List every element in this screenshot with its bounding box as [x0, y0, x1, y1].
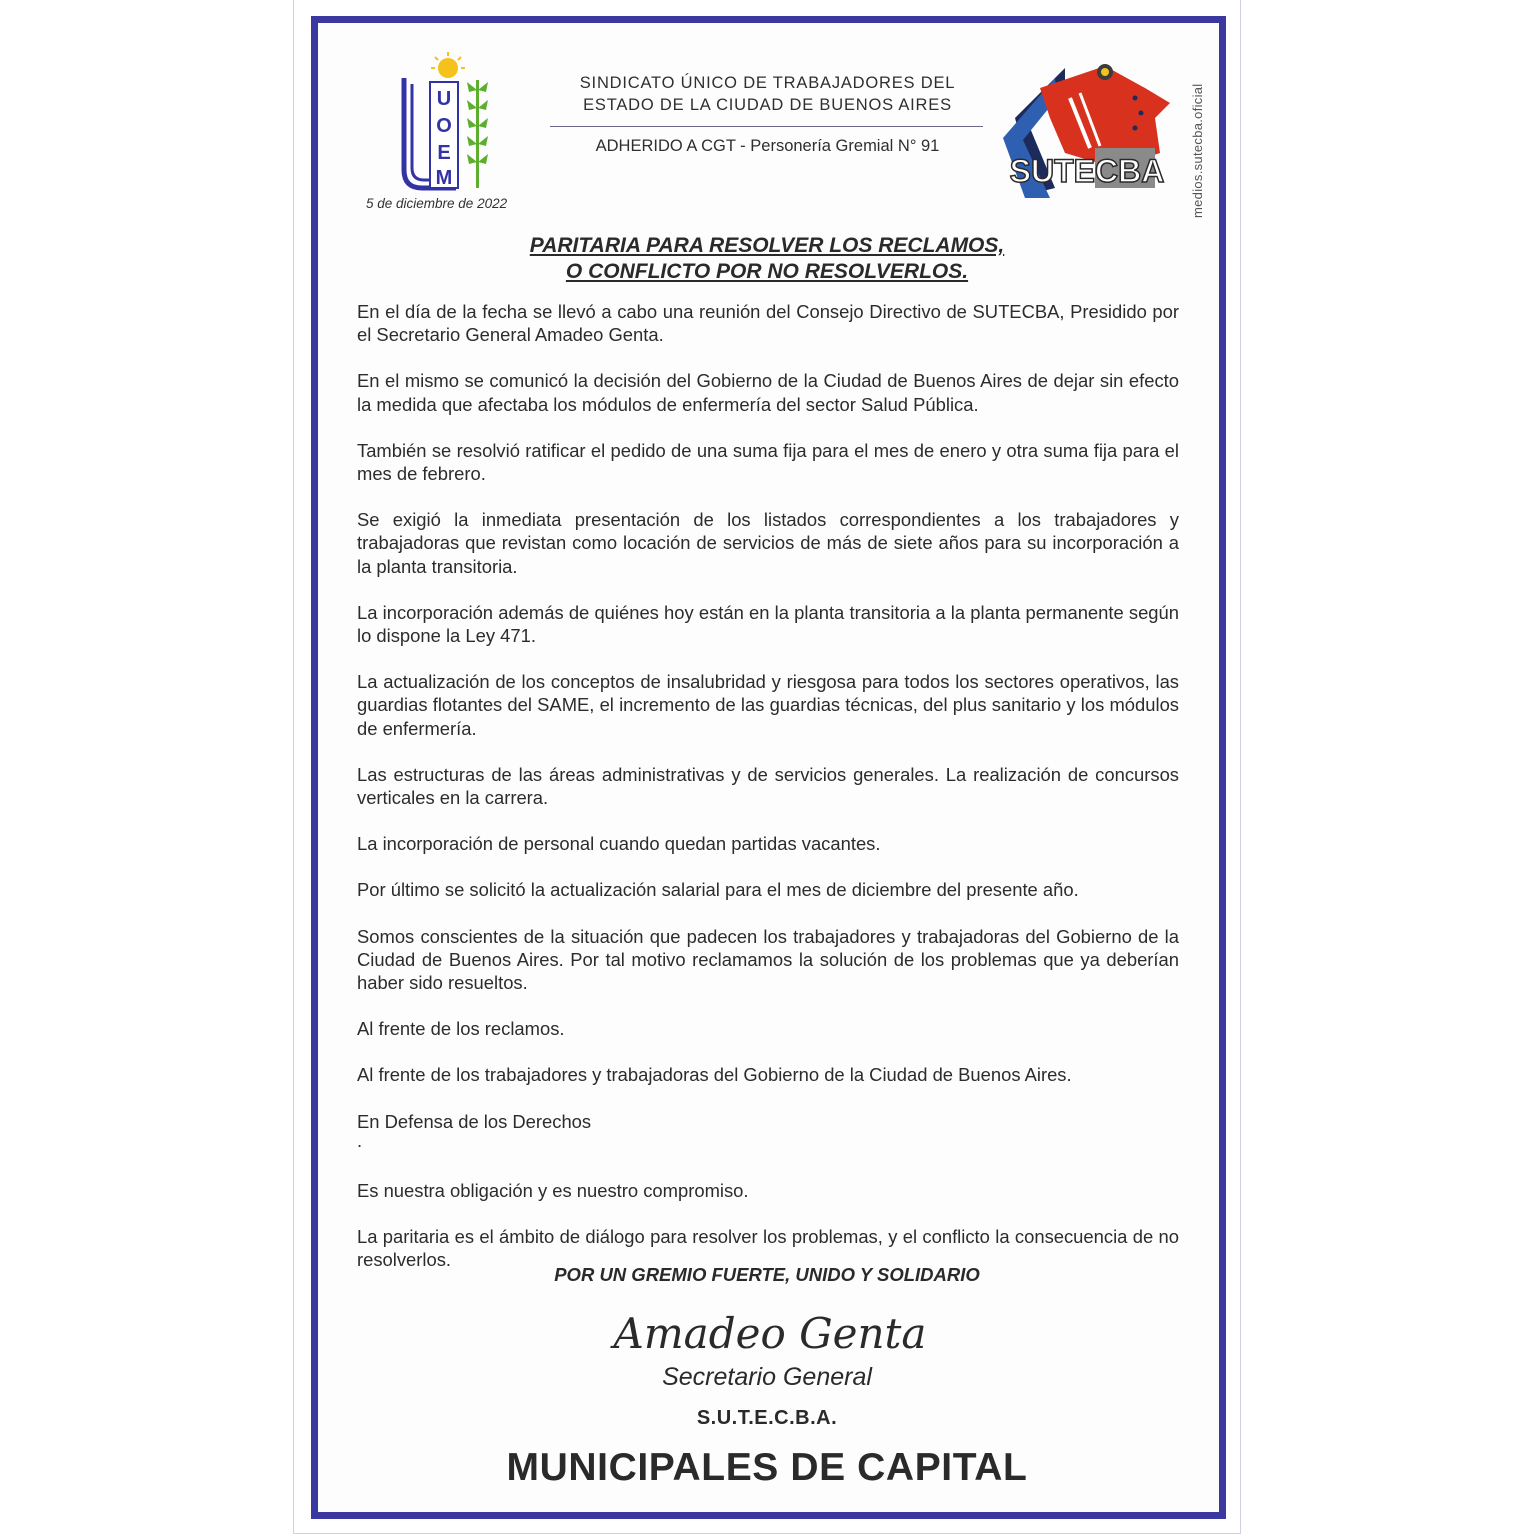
- body-paragraph: La incorporación de personal cuando quedan partidas vacantes.: [357, 833, 881, 855]
- body-paragraph: La incorporación además de quiénes hoy están en la planta transitoria a la planta permanente según lo dispone la Ley 471.: [357, 601, 1179, 647]
- body-paragraph: La actualización de los conceptos de insalubridad y riesgosa para todos los sectores operativos, las guardias flotantes del SAME, el incremento de las guardias técnicas, del plus sanitario y los módulos de enfermería.: [357, 671, 1179, 739]
- body-paragraph: También se resolvió ratificar el pedido de una suma fija para el mes de enero y otra suma fija para el mes de febrero.: [357, 439, 1179, 485]
- body-paragraph: Por último se solicitó la actualización salarial para el mes de diciembre del presente año.: [357, 879, 1079, 901]
- sutecba-logo: [995, 58, 1175, 208]
- sun-icon: [431, 52, 465, 78]
- uoem-logo: [398, 50, 498, 195]
- body-paragraph: Al frente de los trabajadores y trabajadoras del Gobierno de la Ciudad de Buenos Aires.: [357, 1064, 1072, 1086]
- body-dot-line: .: [357, 1129, 363, 1151]
- logo-letter-e: E: [437, 142, 451, 164]
- body-paragraph: Al frente de los reclamos.: [357, 1018, 565, 1040]
- slogan: POR UN GREMIO FUERTE, UNIDO Y SOLIDARIO: [554, 1264, 980, 1285]
- side-social-handle: medios.sutecba.oficial: [1190, 83, 1205, 218]
- logo-letter-u: U: [436, 88, 452, 110]
- title-line1: PARITARIA PARA RESOLVER LOS RECLAMOS,: [529, 234, 1005, 257]
- body-paragraph: Se exigió la inmediata presentación de los listados correspondientes a los trabajadores y trabajadoras que revistan como locación de servicios de más de siete años para su incorporación a la planta transitoria.: [357, 509, 1179, 577]
- document-body: [357, 300, 1179, 1294]
- signer-title: Secretario General: [662, 1363, 872, 1391]
- footer-banner: MUNICIPALES DE CAPITAL: [506, 1446, 1028, 1489]
- org-name-line2: ESTADO DE LA CIUDAD DE BUENOS AIRES: [583, 96, 952, 114]
- body-paragraph: En Defensa de los Derechos: [357, 1110, 592, 1132]
- org-name-line1: SINDICATO ÚNICO DE TRABAJADORES DEL: [579, 74, 956, 92]
- document-date: 5 de diciembre de 2022: [366, 196, 508, 211]
- title-line2: O CONFLICTO POR NO RESOLVERLOS.: [565, 260, 969, 283]
- body-paragraph: La paritaria es el ámbito de diálogo para resolver los problemas, y el conflicto la consecuencia de no resolverlos.: [357, 1226, 1179, 1271]
- body-paragraph: En el mismo se comunicó la decisión del Gobierno de la Ciudad de Buenos Aires de dejar sin efecto la medida que afectaba los módulos de enfermería del sector Salud Pública.: [357, 370, 1179, 415]
- org-affiliation: ADHERIDO A CGT - Personería Gremial N° 91: [595, 137, 940, 155]
- body-paragraph: Es nuestra obligación y es nuestro compromiso.: [357, 1179, 749, 1201]
- logo-letter-m: M: [435, 167, 453, 189]
- header-divider: [550, 126, 983, 127]
- logo-letter-o: O: [436, 115, 452, 137]
- body-paragraph: Las estructuras de las áreas administrativas y de servicios generales. La realización de concursos verticales en la carrera.: [357, 763, 1179, 809]
- body-paragraph: En el día de la fecha se llevó a cabo una reunión del Consejo Directivo de SUTECBA, Presidido por el Secretario General Amadeo Genta.: [357, 301, 1179, 346]
- wheat-icon: [467, 80, 488, 188]
- body-paragraph: Somos conscientes de la situación que padecen los trabajadores y trabajadoras del Gobierno de la Ciudad de Buenos Aires. Por tal motivo reclamamos la solución de los problemas que ya deberían haber sido resueltos.: [357, 925, 1179, 994]
- signature: [560, 1298, 980, 1368]
- signer-organization: S.U.T.E.C.B.A.: [696, 1407, 838, 1429]
- signature-name: Amadeo Genta: [613, 1309, 927, 1358]
- sutecba-logo-text: SUTECBA: [1009, 153, 1165, 189]
- document-title: [356, 233, 1178, 285]
